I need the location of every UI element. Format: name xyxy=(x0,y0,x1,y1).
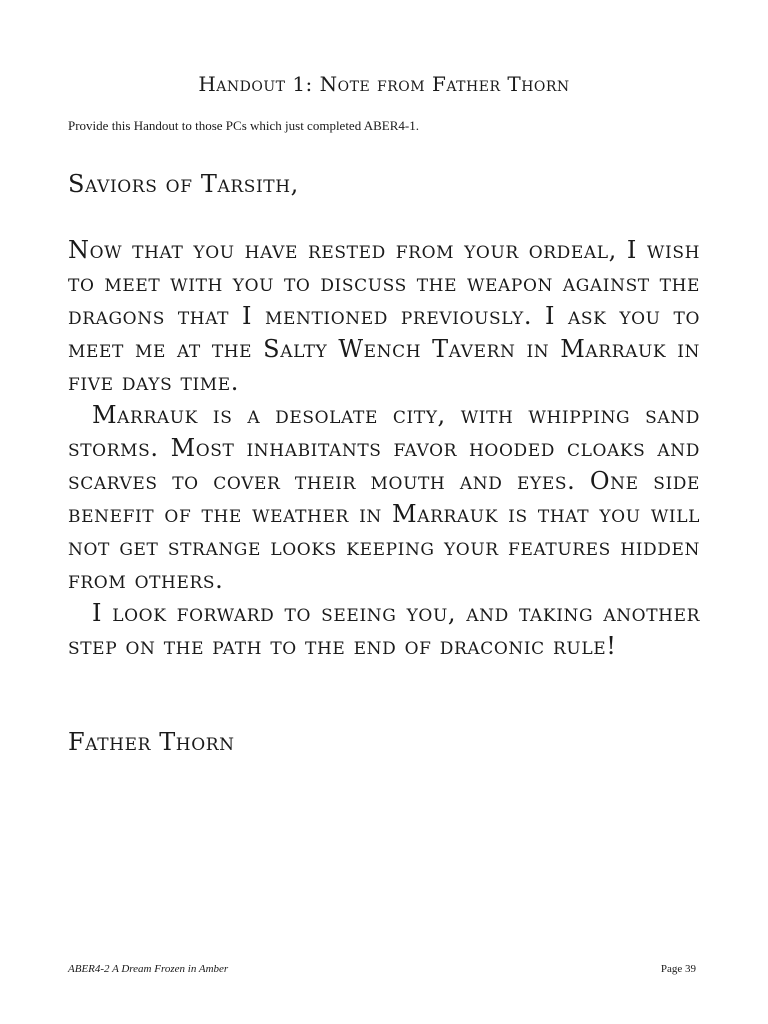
handout-instruction: Provide this Handout to those PCs which just completed ABER4-1. xyxy=(68,118,419,133)
letter-signature: Father Thorn xyxy=(68,728,235,756)
footer-document-title: ABER4-2 A Dream Frozen in Amber xyxy=(68,963,229,975)
letter-salutation: Saviors of Tarsith, xyxy=(68,170,299,198)
footer-page-number: Page 39 xyxy=(660,963,696,975)
letter-paragraph-3: I look forward to seeing you, and taking another step on the path to the end of draconic rule! xyxy=(68,599,700,660)
handout-title: Handout 1: Note from Father Thorn xyxy=(198,72,570,96)
letter-paragraph-2: Marrauk is a desolate city, with whipping sand storms. Most inhabitants favor hooded cloaks and scarves to cover their mouth and eyes. One side benefit of the weather in Marrauk is that you will not get strange looks keeping your features hidden from others. xyxy=(68,401,701,594)
letter-paragraph-1: Now that you have rested from your ordeal, I wish to meet with you to discuss the weapon against the dragons that I mentioned previously. I ask you to meet me at the Salty Wench Tavern in Marrauk in five days time. xyxy=(68,236,700,396)
letter-body xyxy=(68,234,700,663)
